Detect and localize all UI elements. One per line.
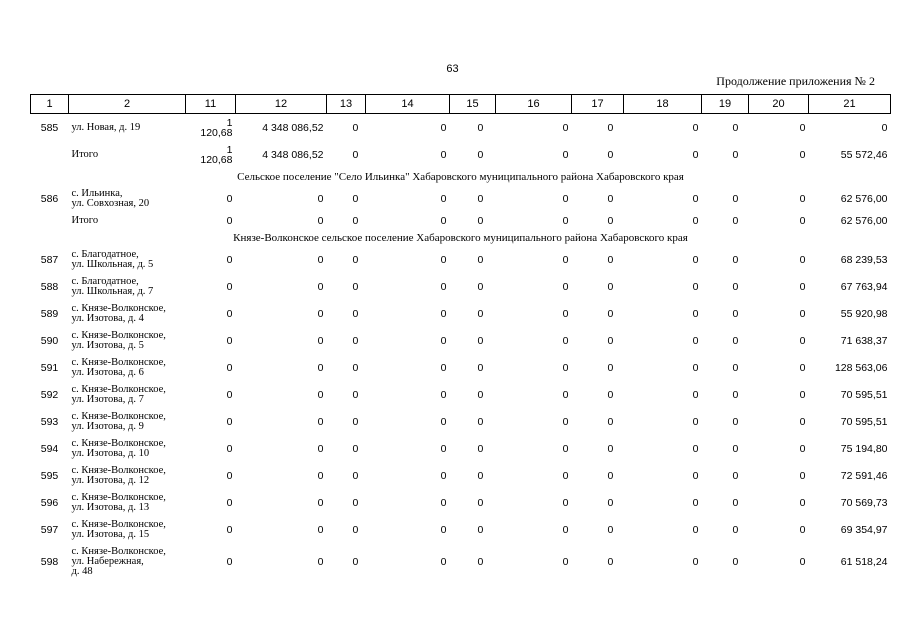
- col-13-cell: 0: [352, 523, 359, 536]
- col-18-cell: 0: [692, 442, 699, 455]
- col-15-cell: 0: [477, 280, 484, 293]
- col-12-cell: 0: [317, 307, 324, 320]
- col-15-cell: 0: [477, 523, 484, 536]
- col-17-cell: 0: [607, 523, 614, 536]
- col-21-cell: 67 763,94: [840, 280, 888, 293]
- col-12-cell: 0: [317, 192, 324, 205]
- column-header: 11: [186, 95, 236, 114]
- col-19-cell: 0: [732, 496, 739, 509]
- table-row: [31, 408, 891, 435]
- col-14-cell: 0: [440, 192, 447, 205]
- col-20-cell: 0: [799, 496, 806, 509]
- col-19-cell: 0: [732, 214, 739, 227]
- col-18-cell: 0: [692, 388, 699, 401]
- col-12-cell: 4 348 086,52: [262, 148, 324, 161]
- column-header: 18: [624, 95, 702, 114]
- row-number: 591: [40, 361, 59, 374]
- total-row: [31, 141, 891, 168]
- address-cell: с. Благодатное, ул. Школьная, д. 7: [71, 275, 154, 297]
- col-11-value: [227, 471, 233, 481]
- col-19-cell: 0: [732, 192, 739, 205]
- col-11-value-line1: 1: [226, 143, 233, 156]
- col-21-cell: 75 194,80: [840, 442, 888, 455]
- row-number: 597: [40, 523, 59, 536]
- col-16-cell: 0: [562, 307, 569, 320]
- col-12-cell: 0: [317, 253, 324, 266]
- address-cell: с. Князе-Волконское, ул. Изотова, д. 13: [71, 491, 166, 513]
- col-15-cell: 0: [477, 556, 484, 568]
- col-21-cell: 70 595,51: [840, 388, 888, 401]
- col-21-cell: 61 518,24: [840, 556, 888, 568]
- col-21-cell: 0: [881, 121, 888, 134]
- table-row: [31, 327, 891, 354]
- col-11-value-line1: 1: [226, 116, 233, 129]
- col-13-cell: 0: [352, 442, 359, 455]
- col-16-cell: 0: [562, 442, 569, 455]
- col-11-value-line2: 0: [226, 361, 233, 374]
- column-header: 17: [572, 95, 624, 114]
- col-19-cell: 0: [732, 556, 739, 568]
- col-11-value: [227, 525, 233, 535]
- col-17-cell: 0: [607, 496, 614, 509]
- col-11-cell: [186, 141, 236, 168]
- col-11-value: [200, 145, 232, 165]
- col-11-value: [227, 216, 233, 226]
- address-cell: с. Князе-Волконское, ул. Изотова, д. 4: [71, 302, 166, 324]
- col-16-cell: 0: [562, 415, 569, 428]
- col-16-cell: 0: [562, 121, 569, 134]
- col-11-cell: [186, 462, 236, 489]
- col-12-cell: 0: [317, 361, 324, 374]
- col-11-value: [227, 309, 233, 319]
- address-cell: с. Князе-Волконское, ул. Изотова, д. 5: [71, 329, 166, 351]
- col-14-cell: 0: [440, 496, 447, 509]
- col-20-cell: 0: [799, 334, 806, 347]
- col-19-cell: 0: [732, 442, 739, 455]
- address-cell: с. Благодатное, ул. Школьная, д. 5: [71, 248, 154, 270]
- column-header: 16: [496, 95, 572, 114]
- col-13-cell: 0: [352, 469, 359, 482]
- col-11-cell: [186, 543, 236, 581]
- row-number: [31, 212, 69, 229]
- address-cell: с. Князе-Волконское, ул. Изотова, д. 6: [71, 356, 166, 378]
- table-row: [31, 489, 891, 516]
- col-13-cell: 0: [352, 280, 359, 293]
- col-14-cell: 0: [440, 334, 447, 347]
- row-number: 593: [40, 415, 59, 428]
- col-19-cell: 0: [732, 307, 739, 320]
- col-21-cell: 62 576,00: [840, 214, 888, 227]
- col-20-cell: 0: [799, 361, 806, 374]
- col-21-cell: 70 595,51: [840, 415, 888, 428]
- col-11-value-line2: 0: [226, 469, 233, 482]
- col-17-cell: 0: [607, 214, 614, 227]
- col-15-cell: 0: [477, 334, 484, 347]
- col-18-cell: 0: [692, 496, 699, 509]
- col-17-cell: 0: [607, 307, 614, 320]
- col-11-value-line2: 0: [226, 307, 233, 320]
- col-17-cell: 0: [607, 442, 614, 455]
- table-row: [31, 462, 891, 489]
- col-20-cell: 0: [799, 214, 806, 227]
- col-13-cell: 0: [352, 496, 359, 509]
- col-18-cell: 0: [692, 361, 699, 374]
- col-21-cell: 128 563,06: [834, 361, 888, 374]
- col-12-cell: 4 348 086,52: [262, 121, 324, 134]
- col-12-cell: 0: [317, 388, 324, 401]
- page-number: 63: [446, 63, 459, 75]
- table-row: [31, 543, 891, 581]
- col-12-cell: 0: [317, 469, 324, 482]
- col-18-cell: 0: [692, 307, 699, 320]
- col-15-cell: 0: [477, 442, 484, 455]
- total-row: [31, 212, 891, 229]
- column-header: 1: [31, 95, 69, 114]
- col-18-cell: 0: [692, 280, 699, 293]
- col-13-cell: 0: [352, 192, 359, 205]
- col-15-cell: 0: [477, 361, 484, 374]
- col-13-cell: 0: [352, 361, 359, 374]
- col-14-cell: 0: [440, 361, 447, 374]
- address-cell: с. Князе-Волконское, ул. Изотова, д. 15: [71, 518, 166, 540]
- column-header: 21: [809, 95, 891, 114]
- col-14-cell: 0: [440, 388, 447, 401]
- col-11-value: [227, 390, 233, 400]
- col-16-cell: 0: [562, 192, 569, 205]
- col-11-cell: [186, 516, 236, 543]
- col-15-cell: 0: [477, 121, 484, 134]
- col-14-cell: 0: [440, 148, 447, 161]
- row-number: 588: [40, 280, 59, 293]
- col-18-cell: 0: [692, 469, 699, 482]
- col-11-value: [227, 282, 233, 292]
- col-21-cell: 71 638,37: [840, 334, 888, 347]
- col-16-cell: 0: [562, 469, 569, 482]
- col-19-cell: 0: [732, 334, 739, 347]
- col-18-cell: 0: [692, 214, 699, 227]
- col-11-value: [227, 336, 233, 346]
- col-12-cell: 0: [317, 280, 324, 293]
- col-20-cell: 0: [799, 307, 806, 320]
- col-12-cell: 0: [317, 523, 324, 536]
- col-20-cell: 0: [799, 556, 806, 568]
- col-11-cell: [186, 300, 236, 327]
- col-18-cell: 0: [692, 121, 699, 134]
- col-15-cell: 0: [477, 148, 484, 161]
- column-header: 12: [236, 95, 327, 114]
- col-13-cell: 0: [352, 148, 359, 161]
- col-19-cell: 0: [732, 415, 739, 428]
- col-11-value-line2: 0: [226, 192, 233, 205]
- col-14-cell: 0: [440, 214, 447, 227]
- row-number: 596: [40, 496, 59, 509]
- col-17-cell: 0: [607, 388, 614, 401]
- col-11-cell: [186, 273, 236, 300]
- col-16-cell: 0: [562, 556, 569, 568]
- col-17-cell: 0: [607, 280, 614, 293]
- col-13-cell: 0: [352, 121, 359, 134]
- col-12-cell: 0: [317, 442, 324, 455]
- col-20-cell: 0: [799, 523, 806, 536]
- col-13-cell: 0: [352, 388, 359, 401]
- row-number: 585: [40, 121, 59, 134]
- column-header: 20: [749, 95, 809, 114]
- address-cell: с. Князе-Волконское, ул. Изотова, д. 10: [71, 437, 166, 459]
- col-13-cell: 0: [352, 253, 359, 266]
- col-11-value: [227, 363, 233, 373]
- col-16-cell: 0: [562, 361, 569, 374]
- col-11-cell: [186, 354, 236, 381]
- address-cell: Итого: [71, 214, 99, 226]
- col-18-cell: 0: [692, 192, 699, 205]
- col-11-value-line2: 120,68: [200, 153, 233, 166]
- col-19-cell: 0: [732, 121, 739, 134]
- appendix-table: [30, 94, 891, 581]
- col-12-cell: 0: [317, 214, 324, 227]
- section-heading: Князе-Волконское сельское поселение Хабаровского муниципального района Хабаровского края: [233, 231, 688, 244]
- col-11-value-line2: 0: [226, 415, 233, 428]
- col-16-cell: 0: [562, 253, 569, 266]
- table-row: [31, 516, 891, 543]
- col-12-cell: 0: [317, 334, 324, 347]
- col-20-cell: 0: [799, 442, 806, 455]
- table-body: [31, 114, 891, 582]
- col-16-cell: 0: [562, 496, 569, 509]
- col-14-cell: 0: [440, 280, 447, 293]
- col-15-cell: 0: [477, 496, 484, 509]
- row-number: 586: [40, 192, 59, 205]
- col-18-cell: 0: [692, 523, 699, 536]
- col-14-cell: 0: [440, 523, 447, 536]
- col-11-cell: [186, 212, 236, 229]
- table-row: [31, 185, 891, 212]
- col-11-value: [227, 194, 233, 204]
- col-11-value: [227, 417, 233, 427]
- col-21-cell: 55 572,46: [840, 148, 888, 161]
- col-14-cell: 0: [440, 469, 447, 482]
- col-19-cell: 0: [732, 523, 739, 536]
- col-11-value-line2: 0: [226, 334, 233, 347]
- col-11-value-line2: 0: [226, 280, 233, 293]
- col-15-cell: 0: [477, 388, 484, 401]
- col-16-cell: 0: [562, 523, 569, 536]
- column-header: 13: [327, 95, 366, 114]
- col-15-cell: 0: [477, 415, 484, 428]
- col-11-value: [227, 255, 233, 265]
- table-row: [31, 246, 891, 273]
- col-20-cell: 0: [799, 469, 806, 482]
- col-15-cell: 0: [477, 469, 484, 482]
- col-19-cell: 0: [732, 253, 739, 266]
- col-17-cell: 0: [607, 334, 614, 347]
- address-cell: Итого: [71, 148, 99, 160]
- table-header: [31, 95, 891, 114]
- col-11-cell: [186, 114, 236, 142]
- col-16-cell: 0: [562, 214, 569, 227]
- address-cell: с. Князе-Волконское, ул. Набережная, д. 48: [71, 546, 166, 577]
- col-12-cell: 0: [317, 415, 324, 428]
- col-17-cell: 0: [607, 253, 614, 266]
- col-11-cell: [186, 185, 236, 212]
- col-17-cell: 0: [607, 148, 614, 161]
- address-cell: с. Князе-Волконское, ул. Изотова, д. 12: [71, 464, 166, 486]
- col-20-cell: 0: [799, 415, 806, 428]
- row-number: 589: [40, 307, 59, 320]
- col-19-cell: 0: [732, 388, 739, 401]
- col-11-cell: [186, 435, 236, 462]
- col-15-cell: 0: [477, 307, 484, 320]
- row-number: 598: [40, 556, 59, 568]
- col-18-cell: 0: [692, 253, 699, 266]
- section-heading: Сельское поселение "Село Ильинка" Хабаровского муниципального района Хабаровского края: [237, 170, 684, 183]
- col-14-cell: 0: [440, 121, 447, 134]
- col-21-cell: 69 354,97: [840, 523, 888, 536]
- col-18-cell: 0: [692, 556, 699, 568]
- section-heading-row: [31, 229, 891, 246]
- header-row: [31, 95, 891, 114]
- col-11-cell: [186, 381, 236, 408]
- col-19-cell: 0: [732, 280, 739, 293]
- address-cell: с. Князе-Волконское, ул. Изотова, д. 7: [71, 383, 166, 405]
- col-13-cell: 0: [352, 307, 359, 320]
- col-20-cell: 0: [799, 253, 806, 266]
- column-header: 15: [450, 95, 496, 114]
- col-12-cell: 0: [317, 496, 324, 509]
- col-14-cell: 0: [440, 307, 447, 320]
- table-row: [31, 114, 891, 142]
- col-21-cell: 72 591,46: [840, 469, 888, 482]
- col-11-value-line2: 0: [226, 523, 233, 536]
- table-row: [31, 300, 891, 327]
- row-number: 590: [40, 334, 59, 347]
- col-21-cell: 70 569,73: [840, 496, 888, 509]
- col-17-cell: 0: [607, 469, 614, 482]
- col-11-value-line2: 0: [226, 556, 233, 568]
- col-20-cell: 0: [799, 148, 806, 161]
- col-11-value-line2: 0: [226, 214, 233, 227]
- col-14-cell: 0: [440, 415, 447, 428]
- col-13-cell: 0: [352, 334, 359, 347]
- col-20-cell: 0: [799, 280, 806, 293]
- col-18-cell: 0: [692, 148, 699, 161]
- row-number: 595: [40, 469, 59, 482]
- col-14-cell: 0: [440, 556, 447, 568]
- col-15-cell: 0: [477, 214, 484, 227]
- col-13-cell: 0: [352, 556, 359, 568]
- table-row: [31, 354, 891, 381]
- col-15-cell: 0: [477, 192, 484, 205]
- col-21-cell: 55 920,98: [840, 307, 888, 320]
- col-16-cell: 0: [562, 148, 569, 161]
- col-11-value: [227, 498, 233, 508]
- col-11-cell: [186, 489, 236, 516]
- col-20-cell: 0: [799, 192, 806, 205]
- col-16-cell: 0: [562, 334, 569, 347]
- col-17-cell: 0: [607, 121, 614, 134]
- col-11-value-line2: 0: [226, 253, 233, 266]
- section-heading-row: [31, 168, 891, 185]
- row-number: 592: [40, 388, 59, 401]
- col-11-cell: [186, 408, 236, 435]
- col-11-value-line2: 120,68: [200, 126, 233, 139]
- row-number: [31, 141, 69, 168]
- appendix-continuation-label: Продолжение приложения № 2: [716, 74, 875, 88]
- row-number: 587: [40, 253, 59, 266]
- col-11-value-line2: 0: [226, 442, 233, 455]
- col-17-cell: 0: [607, 192, 614, 205]
- address-cell: с. Ильинка, ул. Совхозная, 20: [71, 187, 150, 209]
- col-18-cell: 0: [692, 334, 699, 347]
- col-19-cell: 0: [732, 469, 739, 482]
- col-18-cell: 0: [692, 415, 699, 428]
- col-20-cell: 0: [799, 121, 806, 134]
- column-header: 2: [69, 95, 186, 114]
- col-19-cell: 0: [732, 148, 739, 161]
- col-13-cell: 0: [352, 214, 359, 227]
- row-number: 594: [40, 442, 59, 455]
- address-cell: ул. Новая, д. 19: [71, 121, 141, 133]
- table-row: [31, 273, 891, 300]
- table-row: [31, 435, 891, 462]
- col-16-cell: 0: [562, 280, 569, 293]
- col-11-value: [227, 557, 233, 567]
- col-11-value: [200, 118, 232, 138]
- col-21-cell: 68 239,53: [840, 253, 888, 266]
- col-15-cell: 0: [477, 253, 484, 266]
- col-12-cell: 0: [317, 556, 324, 568]
- col-20-cell: 0: [799, 388, 806, 401]
- col-11-value-line2: 0: [226, 496, 233, 509]
- col-17-cell: 0: [607, 415, 614, 428]
- col-19-cell: 0: [732, 361, 739, 374]
- col-17-cell: 0: [607, 556, 614, 568]
- col-17-cell: 0: [607, 361, 614, 374]
- col-21-cell: 62 576,00: [840, 192, 888, 205]
- column-header: 14: [366, 95, 450, 114]
- col-11-cell: [186, 327, 236, 354]
- table-row: [31, 381, 891, 408]
- col-11-cell: [186, 246, 236, 273]
- col-13-cell: 0: [352, 415, 359, 428]
- col-16-cell: 0: [562, 388, 569, 401]
- column-header: 19: [702, 95, 749, 114]
- col-11-value: [227, 444, 233, 454]
- col-11-value-line2: 0: [226, 388, 233, 401]
- col-14-cell: 0: [440, 442, 447, 455]
- col-14-cell: 0: [440, 253, 447, 266]
- address-cell: с. Князе-Волконское, ул. Изотова, д. 9: [71, 410, 166, 432]
